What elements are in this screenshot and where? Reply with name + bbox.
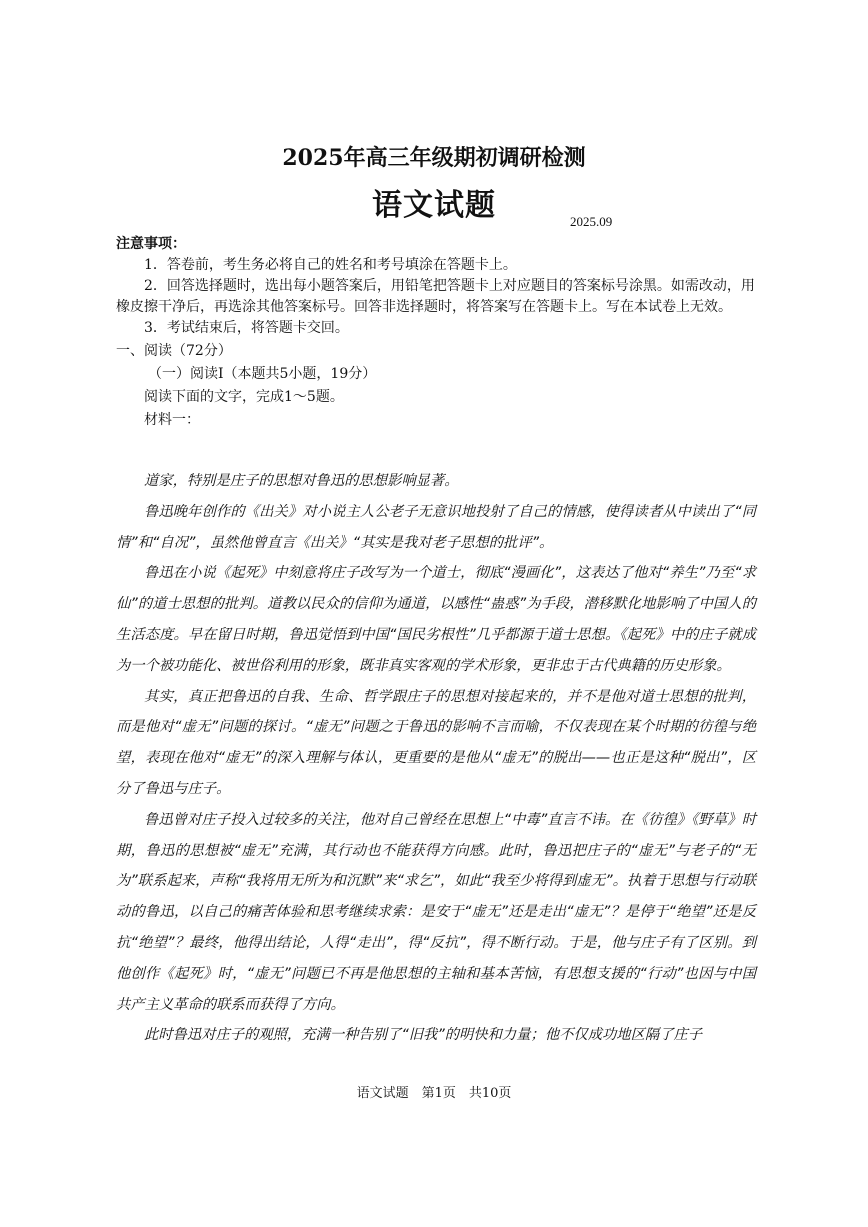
- subsection-title: （一）阅读Ⅰ（本题共5小题，19分）: [148, 366, 377, 382]
- exam-title: 2025年高三年级期初调研检测: [282, 145, 586, 171]
- passage-paragraph: 鲁迅曾对庄子投入过较多的关注，他对自己曾经在思想上“中毒”直言不讳。在《彷徨》《野草》时期，鲁迅的思想被“虚无”充满，其行动也不能获得方向感。此时，鲁迅把庄子的“虚无”与老子的“无为”联系起来，声称“我将用无所为和沉默”来“求乞”，如此“我至少将得到虚无”。执着于思想与行动联动的鲁迅，以自己的痛苦体验和思考继续求索：是安于“虚无”还是走出“虚无”？是停于“绝望”还是反抗“绝望”？最终，他得出结论，人得“走出”，得“反抗”，得不断行动。于是，他与庄子有了区别。到他创作《起死》时，“虚无”问题已不再是他思想的主轴和基本苦恼，有思想支援的“行动”也因与中国共产主义革命的联系而获得了方向。: [116, 811, 756, 1013]
- instruction-item-3: 3．考试结束后，将答题卡交回。: [144, 320, 349, 336]
- passage-paragraph: 鲁迅在小说《起死》中刻意将庄子改写为一个道士，彻底“漫画化”，这表达了他对“养生”乃至“求仙”的道士思想的批判。道教以民众的信仰为通道，以感性“蛊惑”为手段，潜移默化地影响了中国人的生活态度。早在留日时期，鲁迅觉悟到中国“国民劣根性”几乎都源于道士思想。《起死》中的庄子就成为一个被功能化、被世俗利用的形象，既非真实客观的学术形象，更非忠于古代典籍的历史形象。: [116, 565, 756, 674]
- instructions-block: [116, 234, 756, 431]
- exam-date: 2025.09: [570, 214, 613, 229]
- instruction-item-2: 2．回答选择题时，选出每小题答案后，用铅笔把答题卡上对应题目的答案标号涂黑。如需改动，用橡皮擦干净后，再选涂其他答案标号。回答非选择题时，将答案写在答题卡上。写在本试卷上无效。: [116, 278, 755, 315]
- passage-paragraph: 鲁迅晚年创作的《出关》对小说主人公老子无意识地投射了自己的情感，使得读者从中读出了“同情”和“自况”，虽然他曾直言《出关》“其实是我对老子思想的批评”。: [116, 503, 756, 551]
- reading-passage: [116, 466, 756, 1051]
- material-label: 材料一：: [144, 412, 200, 428]
- instruction-item-1: 1．答卷前，考生务必将自己的姓名和考号填涂在答题卡上。: [144, 257, 517, 273]
- section-title: 一、阅读（72分）: [116, 343, 232, 359]
- passage-paragraph: 其实，真正把鲁迅的自我、生命、哲学跟庄子的思想对接起来的，并不是他对道士思想的批判，而是他对“虚无”问题的探讨。“虚无”问题之于鲁迅的影响不言而喻，不仅表现在某个时期的彷徨与绝望，表现在他对“虚无”的深入理解与体认，更重要的是他从“虚无”的脱出——也正是这种“脱出”，区分了鲁迅与庄子。: [116, 688, 756, 797]
- reading-instruction: 阅读下面的文字，完成1～5题。: [144, 389, 344, 405]
- instructions-heading: 注意事项：: [116, 236, 186, 252]
- page-footer: 语文试题 第1页 共10页: [356, 1086, 512, 1101]
- exam-subject-title: 语文试题: [372, 188, 496, 223]
- passage-paragraph: 道家，特别是庄子的思想对鲁迅的思想影响显著。: [144, 473, 459, 489]
- passage-paragraph: 此时鲁迅对庄子的观照，充满一种告别了“旧我”的明快和力量；他不仅成功地区隔了庄子: [144, 1027, 703, 1044]
